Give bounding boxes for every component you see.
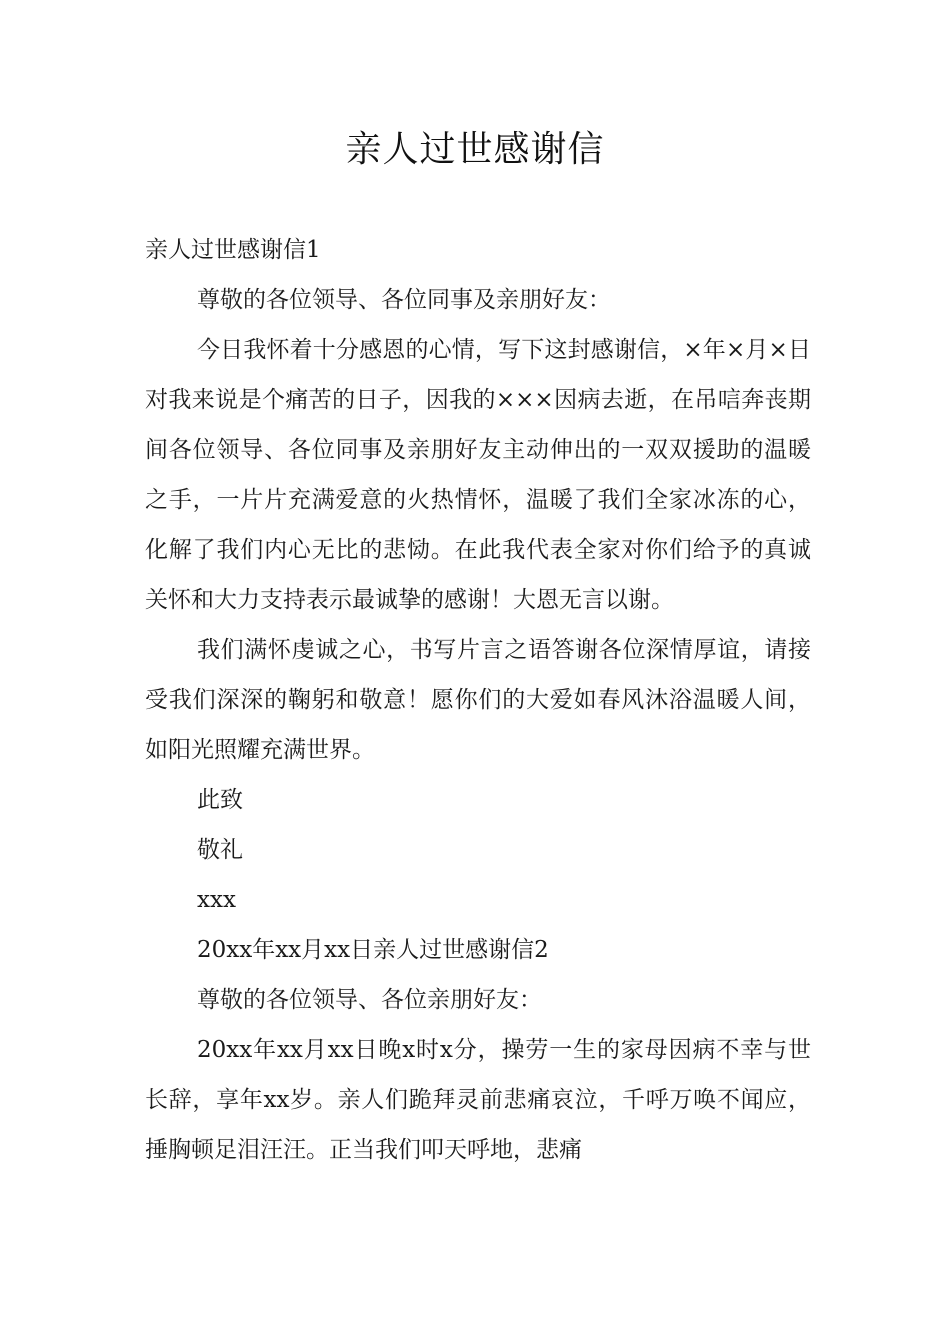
- document-title: 亲人过世感谢信: [345, 129, 605, 170]
- section-heading-1: 亲人过世感谢信1: [145, 237, 321, 263]
- salutation-2: 尊敬的各位领导、各位亲朋好友：: [197, 987, 542, 1013]
- body-paragraph: 今日我怀着十分感恩的心情，写下这封感谢信，×年×月×日对我来说是个痛苦的日子，因我的×××因病去逝，在吊唁奔丧期间各位领导、各位同事及亲朋好友主动伸出的一双双援助的温暖之手，一片片充满爱意的火热情怀，温暖了我们全家冰冻的心，化解了我们内心无比的悲恸。在此我代表全家对你们给予的真诚关怀和大力支持表示最诚挚的感谢！大恩无言以谢。: [145, 337, 811, 613]
- signature: xxx: [197, 887, 236, 913]
- body-paragraph: 我们满怀虔诚之心，书写片言之语答谢各位深情厚谊，请接受我们深深的鞠躬和敬意！愿你们的大爱如春风沐浴温暖人间，如阳光照耀充满世界。: [145, 637, 811, 763]
- closing-greeting: 敬礼: [197, 837, 243, 863]
- closing-line: 此致: [197, 787, 243, 813]
- date-and-heading-2: 20xx年xx月xx日亲人过世感谢信2: [197, 937, 549, 963]
- body-paragraph: 20xx年xx月xx日晚x时x分，操劳一生的家母因病不幸与世长辞，享年xx岁。亲人们跪拜灵前悲痛哀泣，千呼万唤不闻应，捶胸顿足泪汪汪。正当我们叩天呼地，悲痛: [145, 1037, 811, 1163]
- document-body: [145, 225, 811, 1175]
- salutation-1: 尊敬的各位领导、各位同事及亲朋好友：: [197, 287, 611, 313]
